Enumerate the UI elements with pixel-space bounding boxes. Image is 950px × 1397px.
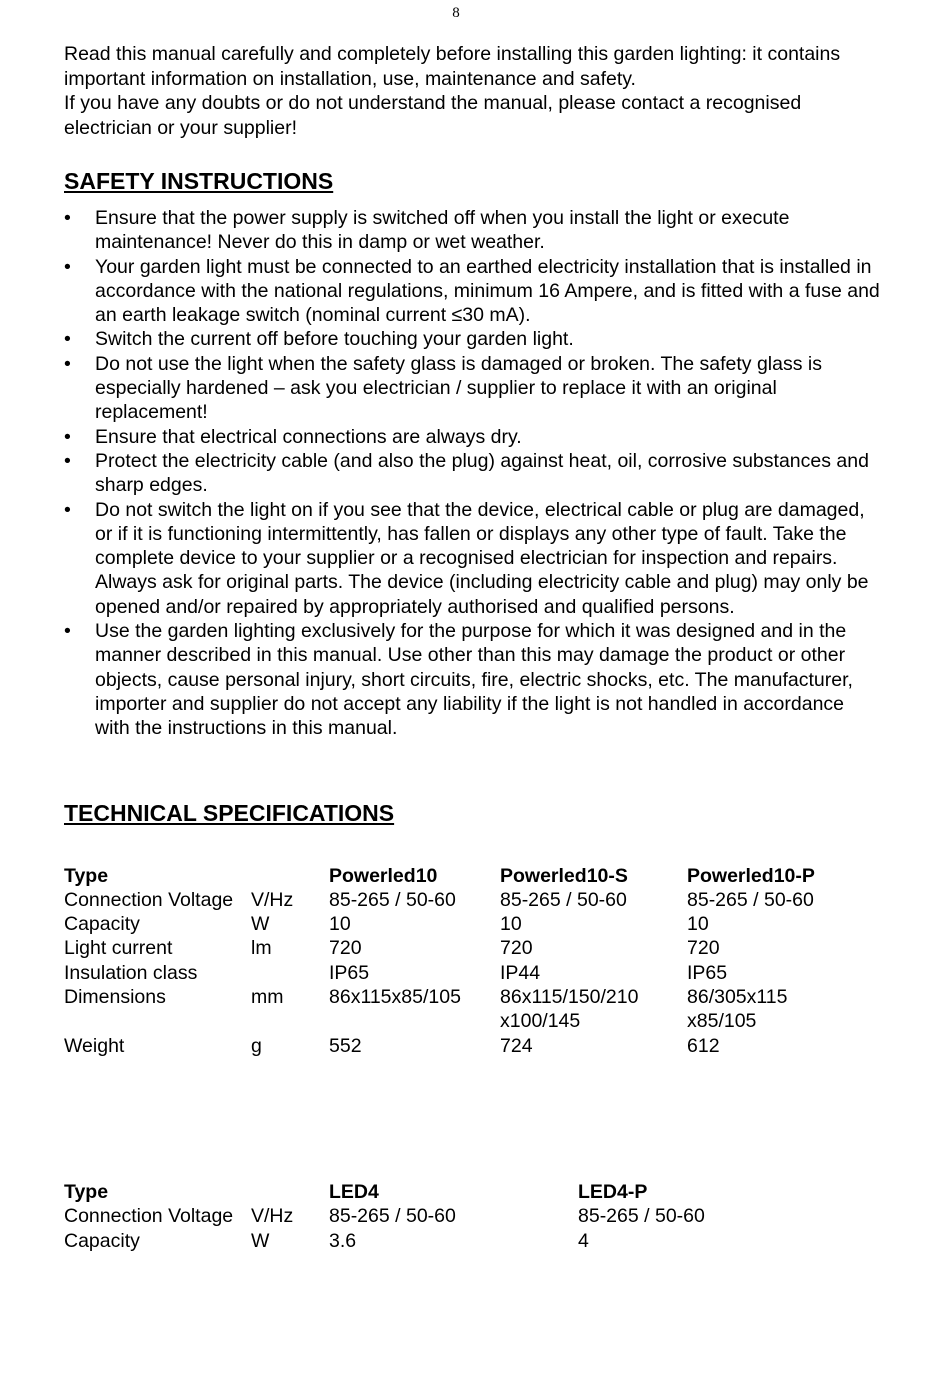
table-cell: Connection Voltage (64, 888, 234, 911)
table-row (64, 912, 857, 936)
table-cell: g (251, 1034, 262, 1057)
bullet-icon: • (64, 352, 71, 375)
bullet-icon: • (64, 328, 71, 351)
table-row (64, 1204, 778, 1228)
table-header-cell: Powerled10-S (500, 864, 628, 887)
table-row (64, 1034, 857, 1058)
table-row (64, 1229, 778, 1253)
table-header-cell: Type (64, 864, 109, 887)
table-cell: Connection Voltage (64, 1205, 234, 1228)
table-cell: W (251, 1229, 270, 1252)
safety-item-text: Ensure that the power supply is switched off when you install the light or execute maintenance! Never do this in damp or wet weather. (95, 207, 790, 254)
table-row (64, 1009, 857, 1033)
table-cell: x85/105 (687, 1010, 757, 1033)
safety-item-text: Use the garden lighting exclusively for the purpose for which it was designed and in the manner described in this manual. Use other than this may damage the product or other objects, cause personal injury, short circuits, fire, electric shocks, etc. The manufacturer, importer and supplier do not accept any liability if the light is not handled in accordance with the instructions in this manual. (95, 620, 853, 740)
table-cell: 85-265 / 50-60 (329, 1205, 456, 1228)
table-cell: 86x115/150/210 (500, 986, 639, 1009)
page-number: 8 (452, 5, 460, 21)
table-header-cell: LED4-P (578, 1180, 648, 1203)
table-header-row (64, 864, 857, 888)
safety-item-text: Switch the current off before touching your garden light. (95, 328, 574, 351)
table-cell: IP44 (500, 961, 541, 984)
safety-item-text: Ensure that electrical connections are always dry. (95, 425, 522, 448)
table-header-cell (251, 1180, 329, 1204)
table-cell: IP65 (329, 961, 370, 984)
bullet-icon: • (64, 449, 71, 472)
safety-item-text: Your garden light must be connected to an earthed electricity installation that is installed in accordance with the national regulations, minimum 16 Ampere, and is fitted with a fuse and an earth leakage switch (nominal current ≤30 mA). (95, 255, 880, 327)
intro-paragraph-1: Read this manual carefully and completely before installing this garden lighting: it contains important information on installation, use, maintenance and safety. (64, 43, 841, 90)
table-cell (329, 1009, 500, 1033)
table-cell: 720 (329, 937, 362, 960)
table-cell: lm (251, 937, 272, 960)
document-body (64, 42, 880, 1253)
table-cell: x100/145 (500, 1010, 581, 1033)
safety-instructions-heading: SAFETY INSTRUCTIONS (64, 168, 334, 194)
safety-item-text: Do not switch the light on if you see that the device, electrical cable or plug are damaged, or if it is functioning intermittently, has fallen or displays any other type of fault. Take the complete device to your supplier or a recognised electrician for inspection and repairs. Always ask for original parts. The device (including electricity cable and plug) may only be opened and/or repaired by appropriately authorised and qualified persons. (95, 498, 869, 618)
table-cell: Capacity (64, 913, 140, 936)
table-cell: 720 (687, 937, 720, 960)
specs-table-powerled10 (64, 864, 857, 1058)
safety-item (64, 619, 884, 740)
table-cell: 4 (578, 1229, 589, 1252)
table-cell: 612 (687, 1034, 720, 1057)
table-row (64, 961, 857, 985)
safety-instructions-list (64, 206, 880, 741)
table-cell: 724 (500, 1034, 533, 1057)
table-cell (251, 961, 329, 985)
technical-specifications-heading: TECHNICAL SPECIFICATIONS (64, 799, 395, 826)
table-header-cell (251, 864, 329, 888)
safety-item (64, 449, 884, 498)
table-cell: 85-265 / 50-60 (500, 888, 627, 911)
table-header-cell: Type (64, 1180, 109, 1203)
table-cell: IP65 (687, 961, 728, 984)
table-cell: V/Hz (251, 888, 294, 911)
table-cell: 10 (500, 913, 522, 936)
table-cell: 10 (687, 913, 709, 936)
table-cell (64, 1009, 251, 1033)
table-cell: Dimensions (64, 986, 166, 1009)
table-cell: 552 (329, 1034, 362, 1057)
table-header-cell: LED4 (329, 1180, 379, 1203)
table-cell: Weight (64, 1034, 125, 1057)
intro-section (64, 42, 864, 140)
safety-item (64, 425, 884, 449)
table-cell: 720 (500, 937, 533, 960)
safety-item (64, 255, 884, 328)
table-cell: 86/305x115 (687, 986, 788, 1009)
table-cell: 85-265 / 50-60 (329, 888, 456, 911)
safety-item (64, 327, 884, 351)
safety-item (64, 206, 884, 255)
table-cell: 10 (329, 913, 351, 936)
bullet-icon: • (64, 207, 71, 229)
table-header-cell: Powerled10 (329, 864, 438, 887)
safety-item-text: Do not use the light when the safety glass is damaged or broken. The safety glass is especially hardened – ask you electrician / supplier to replace it with an original replacement! (95, 352, 822, 424)
safety-item (64, 498, 884, 619)
specs-table-led4 (64, 1180, 778, 1253)
table-cell: Insulation class (64, 961, 198, 984)
table-row (64, 936, 857, 960)
safety-item-text: Protect the electricity cable (and also the plug) against heat, oil, corrosive substances and sharp edges. (95, 449, 869, 497)
bullet-icon: • (64, 255, 71, 278)
table-cell: 86x115x85/105 (329, 986, 461, 1009)
table-cell: Light current (64, 937, 173, 960)
bullet-icon: • (64, 620, 71, 643)
table-row (64, 888, 857, 912)
table-cell: W (251, 913, 270, 936)
table-cell: 85-265 / 50-60 (578, 1205, 705, 1228)
table-cell: 85-265 / 50-60 (687, 888, 814, 911)
table-cell: Capacity (64, 1229, 140, 1252)
table-cell: V/Hz (251, 1205, 294, 1228)
table-header-cell: Powerled10-P (687, 864, 815, 887)
bullet-icon: • (64, 498, 71, 521)
bullet-icon: • (64, 425, 71, 448)
table-header-row (64, 1180, 778, 1204)
table-row (64, 985, 857, 1009)
table-cell: 3.6 (329, 1229, 357, 1252)
table-cell: mm (251, 986, 284, 1009)
safety-item (64, 352, 884, 425)
table-cell (251, 1009, 329, 1033)
intro-paragraph-2: If you have any doubts or do not understand the manual, please contact a recognised electrician or your supplier! (64, 92, 802, 139)
